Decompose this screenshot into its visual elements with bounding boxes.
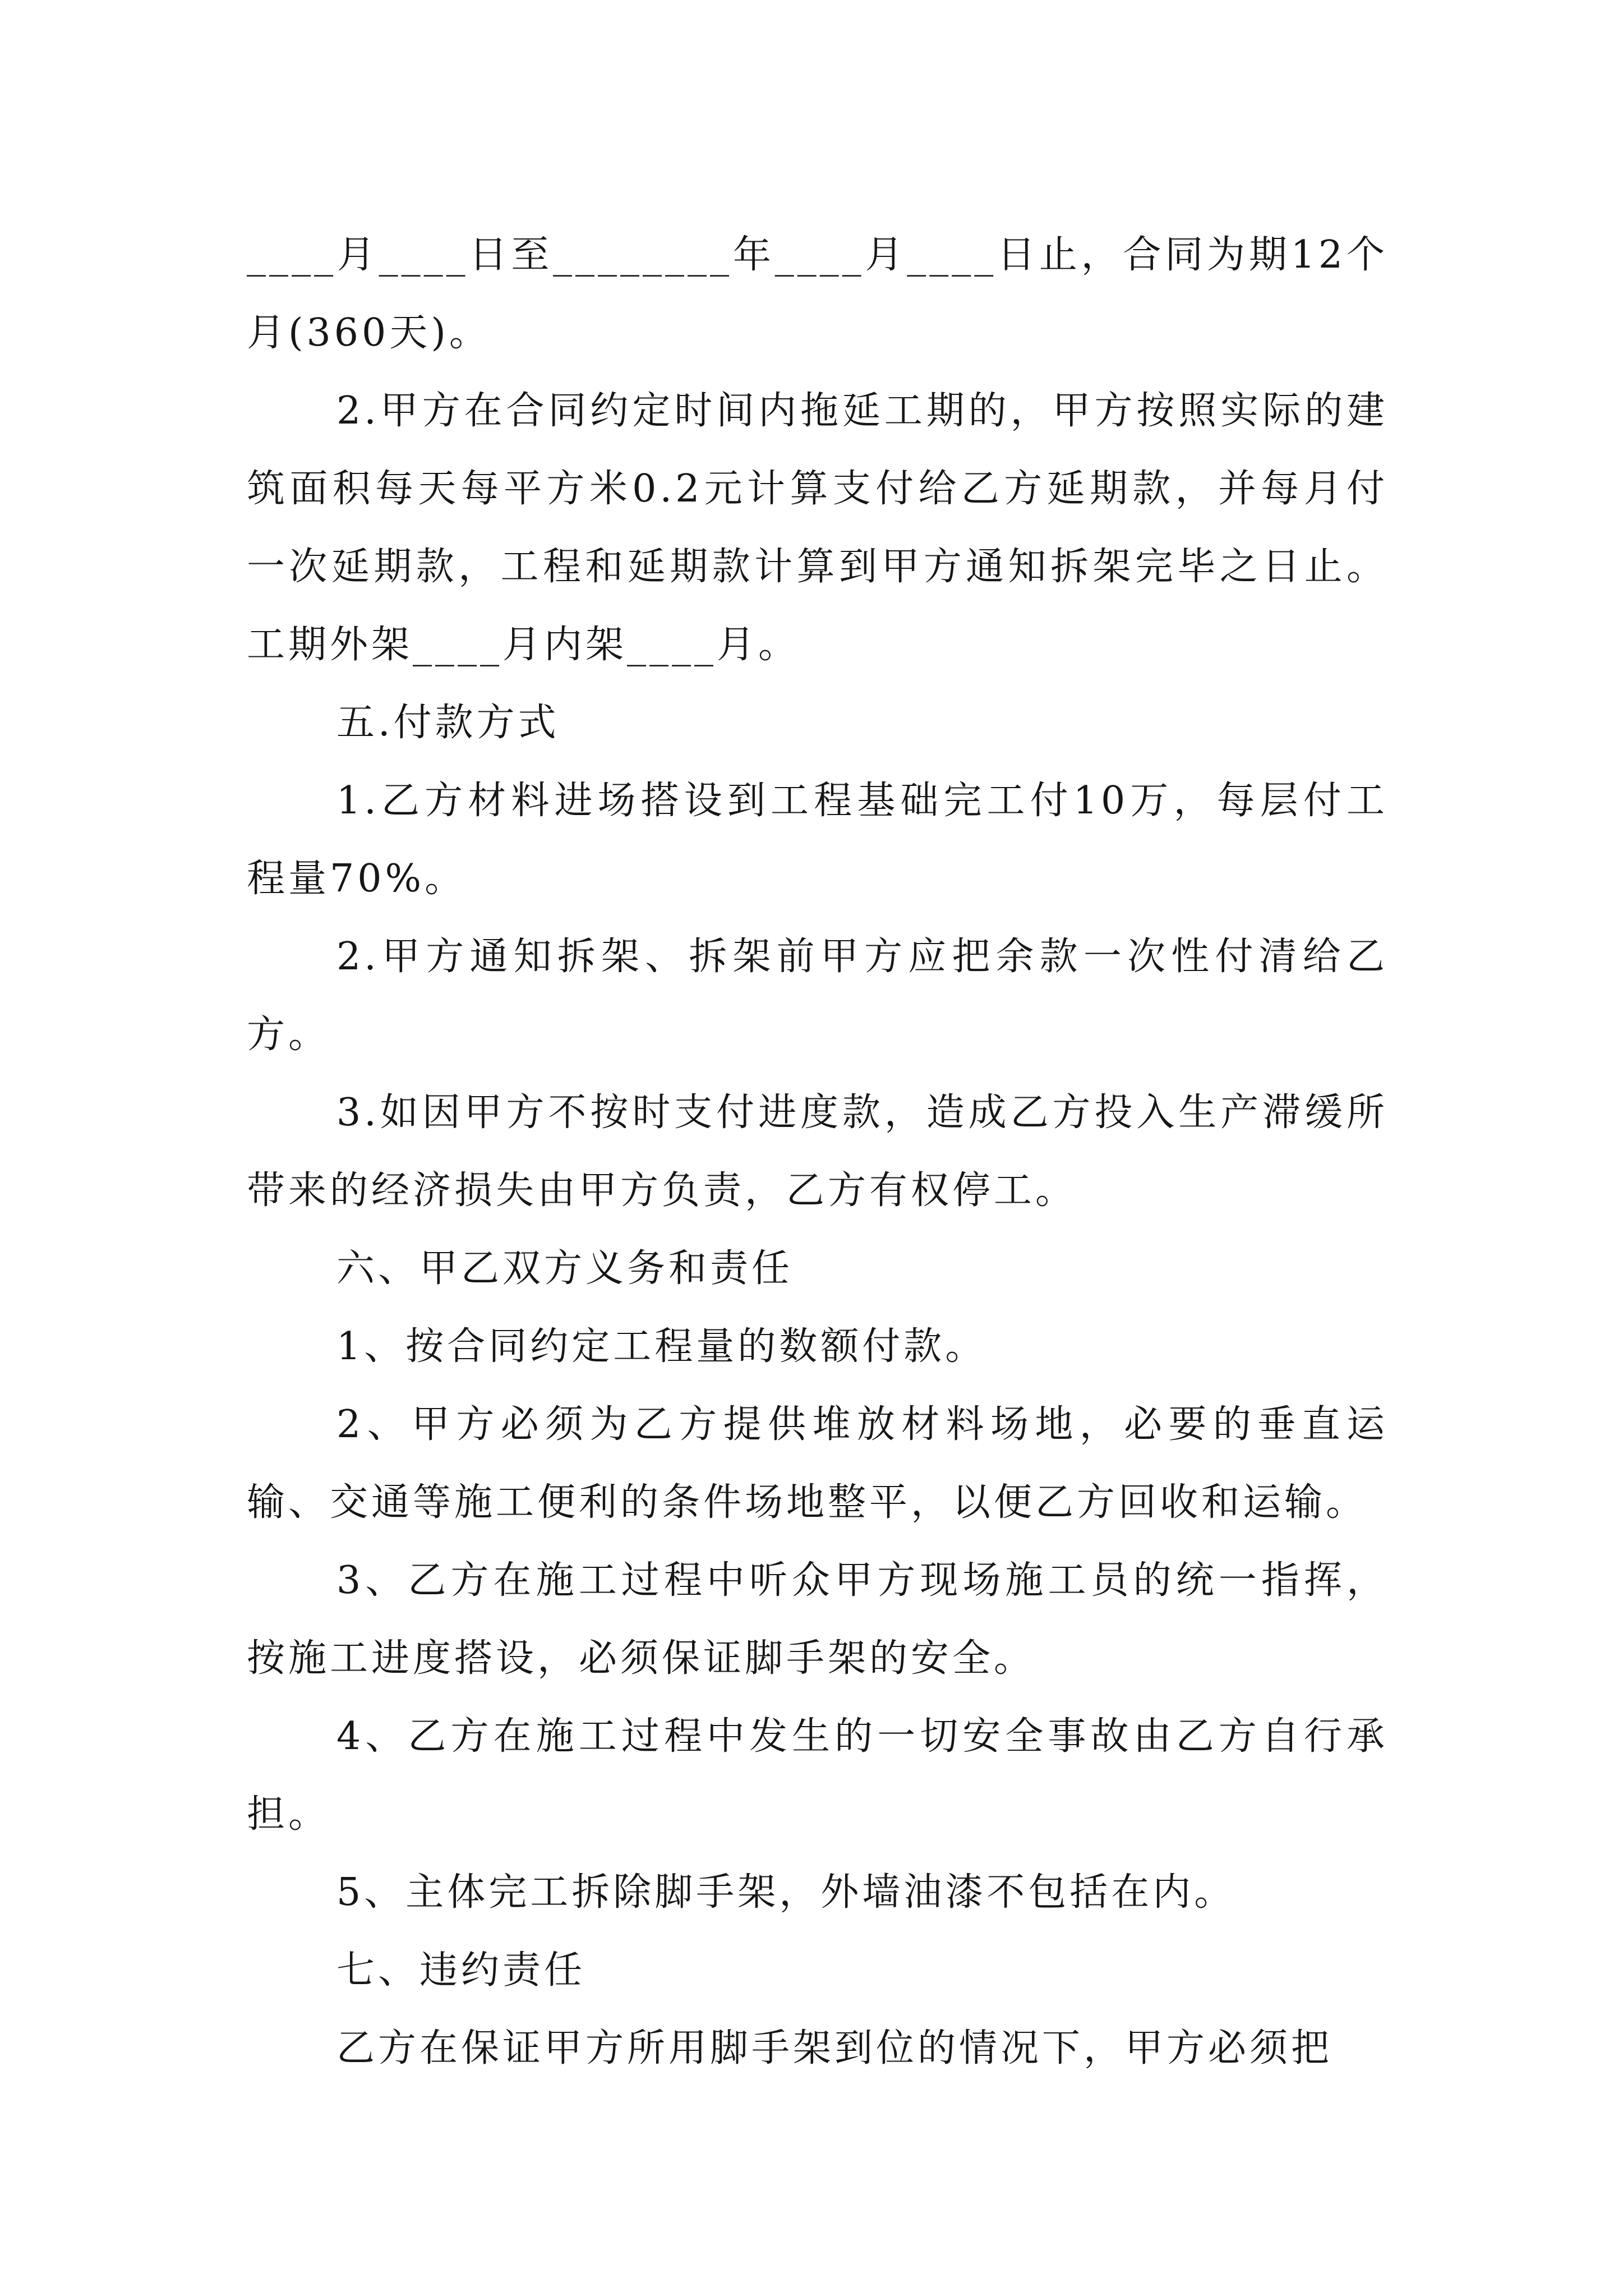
paragraph-breach-liability: 乙方在保证甲方所用脚手架到位的情况下，甲方必须把 [336, 2026, 1333, 2070]
paragraph-obligation-item-2: 2、甲方必须为乙方提供堆放材料场地，必要的垂直运输、交通等施工便利的条件场地整平，以便乙方回收和运输。 [247, 1402, 1388, 1525]
paragraph-delay-payment: 2.甲方在合同约定时间内拖延工期的，甲方按照实际的建筑面积每天每平方米0.2元计算支付给乙方延期款，并每月付一次延期款，工程和延期款计算到甲方通知拆架完毕之日止。工期外架____月内架____月。 [247, 389, 1388, 667]
paragraph-payment-item-1: 1.乙方材料进场搭设到工程基础完工付10万，每层付工程量70%。 [247, 779, 1388, 901]
paragraph-obligation-item-4: 4、乙方在施工过程中发生的一切安全事故由乙方自行承担。 [247, 1714, 1388, 1837]
paragraph-obligation-item-5: 5、主体完工拆除脚手架，外墙油漆不包括在内。 [336, 1870, 1236, 1915]
paragraph-obligation-item-1: 1、按合同约定工程量的数额付款。 [336, 1324, 987, 1369]
section-heading-payment-method: 五.付款方式 [336, 701, 560, 745]
section-heading-breach-liability: 七、违约责任 [336, 1948, 586, 1993]
paragraph-payment-item-2: 2.甲方通知拆架、拆架前甲方应把余款一次性付清给乙方。 [247, 935, 1388, 1057]
paragraph-payment-item-3: 3.如因甲方不按时支付进度款，造成乙方投入生产滞缓所带来的经济损失由甲方负责，乙方有权停工。 [247, 1091, 1388, 1213]
section-heading-obligations: 六、甲乙双方义务和责任 [336, 1246, 794, 1291]
paragraph-contract-period: ____月____日至________年____月____日止，合同为期12个月(360天)。 [247, 233, 1388, 355]
paragraph-obligation-item-3: 3、乙方在施工过程中听众甲方现场施工员的统一指挥，按施工进度搭设，必须保证脚手架的安全。 [247, 1558, 1388, 1681]
document-body [247, 216, 1388, 2087]
